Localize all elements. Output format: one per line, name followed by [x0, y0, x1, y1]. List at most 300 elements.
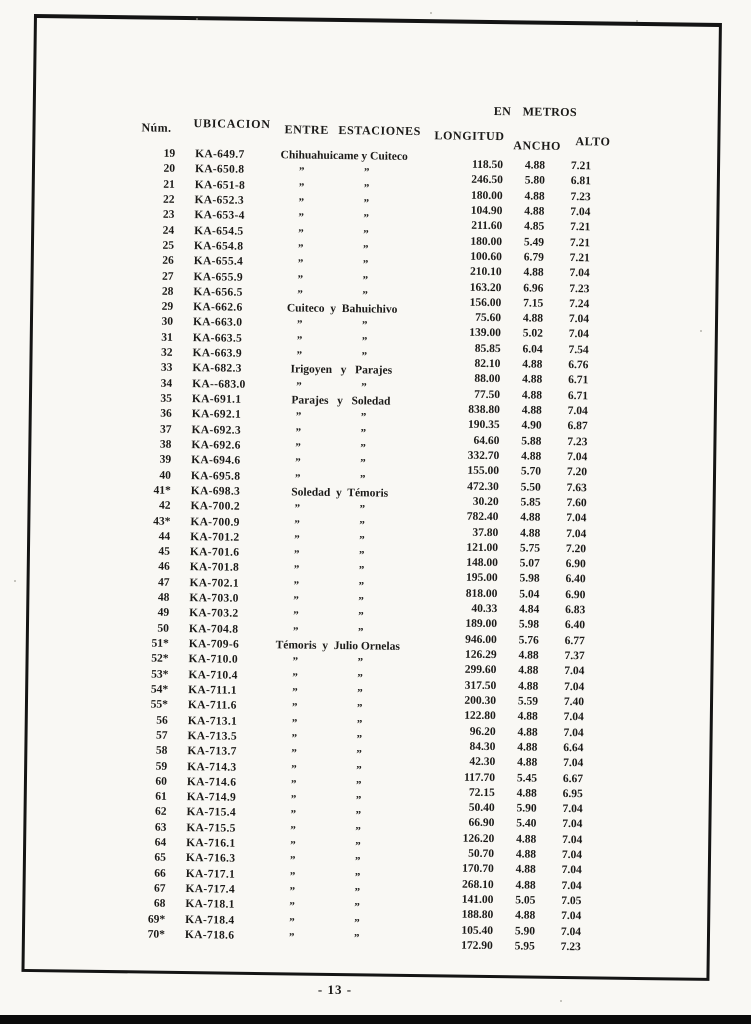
row-ubicacion: KA-691.1	[191, 393, 242, 406]
row-longitud: 246.50	[471, 174, 503, 187]
row-ancho: 4.88	[521, 450, 542, 463]
row-ubicacion: KA-710.4	[188, 668, 238, 682]
row-longitud: 105.40	[461, 924, 494, 937]
row-longitud: 163.20	[469, 281, 502, 294]
row-ancho: 4.90	[521, 419, 542, 432]
row-alto: 7.04	[567, 405, 588, 418]
row-ubicacion: KA-704.8	[188, 622, 239, 636]
row-ancho: 5.49	[523, 235, 545, 249]
row-longitud: 30.20	[472, 495, 499, 508]
row-longitud: 50.40	[468, 801, 495, 815]
row-num: 40	[159, 469, 172, 482]
row-ubicacion: KA-663.5	[192, 331, 243, 345]
row-num: 45	[158, 545, 171, 558]
ditto-mark: ”	[360, 411, 367, 424]
row-alto: 7.04	[563, 726, 584, 739]
row-longitud: 317.50	[464, 679, 497, 692]
row-num: 37	[159, 423, 172, 436]
row-estaciones: Parajes y Soledad	[291, 394, 391, 408]
ditto-mark: ”	[294, 502, 301, 515]
row-alto: 6.71	[568, 374, 589, 387]
row-num: 51*	[151, 637, 169, 650]
row-num: 33	[160, 362, 173, 375]
ditto-mark: ”	[361, 319, 368, 332]
ditto-mark: ”	[361, 335, 368, 348]
row-longitud: 170.70	[462, 863, 494, 876]
ditto-mark: ”	[360, 426, 367, 440]
row-ubicacion: KA-716.1	[186, 837, 236, 850]
row-ancho: 5.95	[514, 940, 535, 953]
row-num: 46	[158, 561, 170, 574]
ditto-mark: ”	[298, 165, 305, 178]
ditto-mark: ”	[358, 595, 364, 608]
ditto-mark: ”	[362, 289, 368, 302]
row-ubicacion: KA-703.2	[189, 607, 239, 621]
row-alto: 7.20	[566, 466, 588, 479]
ditto-mark: ”	[357, 656, 364, 669]
row-num: 50	[157, 622, 170, 635]
row-alto: 6.77	[564, 634, 585, 647]
row-longitud: 195.00	[465, 572, 498, 585]
ditto-mark: ”	[363, 166, 370, 179]
row-ubicacion: KA-718.1	[185, 898, 235, 912]
row-estaciones: Cuiteco y Bahuichivo	[286, 302, 398, 316]
row-ancho: 5.85	[520, 496, 541, 509]
row-num: 64	[154, 836, 167, 849]
row-num: 67	[153, 882, 166, 895]
row-num: 44	[158, 530, 171, 543]
row-alto: 7.04	[563, 757, 584, 770]
row-num: 24	[162, 224, 175, 237]
row-ancho: 4.88	[521, 389, 543, 402]
ditto-mark: ”	[296, 318, 303, 331]
row-longitud: 126.29	[464, 648, 497, 662]
header-ancho: ANCHO	[513, 138, 562, 153]
row-ancho: 5.04	[519, 588, 540, 601]
ditto-mark: ”	[363, 181, 370, 195]
row-num: 63	[154, 821, 167, 834]
ditto-mark: ”	[363, 197, 370, 210]
ditto-mark: ”	[359, 472, 366, 485]
row-ubicacion: KA-717.1	[185, 867, 236, 881]
ditto-mark: ”	[358, 580, 365, 593]
ditto-mark: ”	[292, 686, 298, 699]
row-longitud: 121.00	[466, 541, 499, 554]
row-ubicacion: KA-653-4	[194, 209, 245, 223]
row-ancho: 4.88	[522, 358, 543, 371]
row-num: 57	[155, 729, 168, 742]
row-longitud: 37.80	[472, 526, 499, 539]
ditto-mark: ”	[291, 716, 298, 730]
row-ancho: 4.88	[522, 373, 543, 387]
row-ancho: 6.96	[523, 281, 544, 295]
scan-speck	[636, 20, 638, 22]
row-ancho: 4.88	[517, 725, 538, 739]
row-longitud: 84.30	[469, 740, 496, 753]
ditto-mark: ”	[355, 779, 362, 792]
row-ubicacion: KA-655.4	[193, 255, 244, 268]
ditto-mark: ”	[361, 381, 367, 394]
row-num: 48	[157, 591, 170, 604]
row-alto: 7.04	[561, 879, 582, 892]
row-ancho: 5.70	[520, 465, 542, 478]
ditto-mark: ”	[361, 350, 368, 363]
ditto-mark: ”	[289, 885, 296, 898]
ditto-mark: ”	[298, 227, 304, 240]
ditto-mark: ”	[292, 655, 299, 668]
row-num: 59	[155, 760, 168, 773]
row-num: 58	[155, 744, 168, 757]
row-ancho: 4.88	[516, 833, 537, 846]
row-longitud: 299.60	[464, 664, 497, 677]
row-num: 19	[163, 147, 176, 160]
row-num: 55*	[150, 698, 169, 712]
row-num: 26	[162, 254, 174, 268]
row-longitud: 838.80	[468, 403, 500, 417]
ditto-mark: ”	[295, 426, 302, 439]
row-longitud: 75.60	[475, 311, 502, 325]
ditto-mark: ”	[291, 762, 297, 776]
row-ancho: 5.05	[515, 894, 536, 907]
row-longitud: 180.00	[470, 189, 503, 202]
row-num: 41*	[153, 484, 171, 497]
row-num: 69*	[147, 913, 166, 926]
row-ubicacion: KA-718.6	[184, 928, 235, 942]
row-ubicacion: KA-701.2	[190, 530, 240, 544]
row-alto: 7.54	[568, 343, 589, 357]
row-alto: 7.63	[566, 481, 587, 494]
ditto-mark: ”	[356, 702, 363, 715]
ditto-mark: ”	[362, 243, 369, 256]
ditto-mark: ”	[290, 778, 297, 791]
row-alto: 6.81	[570, 175, 591, 188]
row-ubicacion: KA-715.5	[186, 821, 236, 835]
row-alto: 7.60	[566, 496, 587, 510]
ditto-mark: ”	[290, 824, 296, 837]
ditto-mark: ”	[356, 748, 362, 761]
ditto-mark: ”	[359, 518, 365, 531]
row-alto: 7.04	[563, 711, 584, 724]
row-alto: 7.04	[569, 267, 590, 280]
row-ancho: 4.88	[524, 205, 545, 218]
scan-speck	[14, 580, 16, 582]
row-ancho: 4.88	[523, 266, 544, 279]
row-num: 29	[161, 300, 174, 313]
row-num: 42	[158, 499, 171, 513]
row-ancho: 5.50	[520, 480, 541, 494]
ditto-mark: ”	[291, 747, 297, 760]
row-alto: 7.23	[560, 940, 581, 954]
row-longitud: 139.00	[469, 327, 501, 340]
row-ubicacion: KA-692.6	[191, 439, 241, 452]
row-estaciones: Irigoyen y Parajes	[290, 363, 393, 378]
row-alto: 7.04	[568, 328, 589, 341]
ditto-mark: ”	[289, 916, 295, 929]
row-ancho: 4.88	[520, 511, 541, 524]
row-longitud: 210.10	[469, 265, 502, 279]
row-longitud: 42.30	[469, 755, 496, 769]
row-ancho: 7.15	[523, 297, 544, 310]
ditto-mark: ”	[296, 380, 302, 393]
row-num: 70*	[147, 928, 166, 941]
row-ubicacion: KA-713.7	[187, 745, 237, 758]
row-num: 66	[154, 867, 166, 880]
row-ubicacion: KA-662.6	[193, 301, 243, 314]
row-num: 27	[162, 270, 174, 283]
row-alto: 6.40	[565, 573, 586, 586]
row-longitud: 72.15	[468, 786, 495, 799]
row-alto: 7.04	[570, 205, 591, 219]
row-ubicacion: KA-714.6	[186, 775, 237, 789]
ditto-mark: ”	[297, 257, 304, 270]
row-longitud: 156.00	[469, 296, 502, 309]
ditto-mark: ”	[297, 242, 304, 255]
ditto-mark: ”	[298, 181, 305, 194]
row-alto: 6.90	[565, 588, 586, 602]
row-num: 43*	[153, 515, 171, 528]
row-ubicacion: KA-692.1	[191, 408, 242, 422]
row-ancho: 4.88	[517, 710, 538, 723]
row-alto: 7.05	[561, 894, 582, 908]
ditto-mark: ”	[294, 533, 300, 546]
row-longitud: 189.00	[465, 618, 498, 631]
row-num: 65	[154, 852, 167, 865]
row-alto: 7.21	[569, 251, 590, 265]
ditto-mark: ”	[359, 534, 365, 547]
page-border-frame	[21, 14, 721, 981]
ditto-mark: ”	[297, 272, 304, 286]
row-longitud: 141.00	[461, 893, 494, 907]
row-longitud: 180.00	[470, 235, 503, 248]
row-ubicacion: KA-656.5	[193, 285, 243, 299]
ditto-mark: ”	[355, 794, 362, 807]
row-num: 35	[160, 392, 173, 405]
row-alto: 7.23	[570, 190, 591, 203]
ditto-mark: ”	[355, 809, 362, 822]
row-longitud: 200.30	[464, 694, 497, 708]
ditto-mark: ”	[355, 840, 361, 853]
row-longitud: 117.70	[463, 771, 496, 784]
row-ubicacion: KA-701.8	[189, 561, 240, 575]
row-ancho: 5.75	[519, 542, 541, 555]
row-num: 20	[163, 163, 176, 176]
row-num: 30	[161, 316, 174, 329]
row-ancho: 4.88	[517, 741, 538, 754]
ditto-mark: ”	[290, 793, 297, 806]
row-ancho: 4.85	[524, 220, 545, 233]
row-ubicacion: KA-692.3	[191, 423, 242, 437]
ditto-mark: ”	[295, 456, 301, 469]
ditto-mark: ”	[363, 212, 369, 225]
ditto-mark: ”	[290, 839, 296, 852]
row-alto: 7.04	[561, 864, 582, 877]
row-ancho: 5.59	[517, 695, 539, 708]
ditto-mark: ”	[294, 517, 300, 531]
row-longitud: 50.70	[468, 847, 495, 861]
row-longitud: 172.90	[461, 939, 493, 953]
row-ancho: 4.88	[515, 848, 537, 861]
row-ancho: 5.90	[514, 924, 536, 938]
row-longitud: 66.90	[468, 817, 495, 830]
row-num: 36	[160, 408, 172, 421]
row-alto: 7.04	[562, 803, 583, 816]
row-num: 34	[160, 377, 173, 390]
ditto-mark: ”	[295, 441, 301, 454]
row-ubicacion: KA-654.8	[193, 239, 244, 253]
row-ubicacion: KA-663.0	[192, 316, 243, 330]
row-ancho: 4.88	[515, 863, 536, 877]
ditto-mark: ”	[360, 442, 366, 455]
row-ancho: 5.98	[519, 572, 540, 586]
row-alto: 6.64	[563, 741, 584, 755]
scan-edge-bar	[0, 1015, 751, 1024]
row-ubicacion: KA-695.8	[190, 469, 241, 483]
row-num: 53*	[151, 668, 169, 681]
row-num: 38	[159, 438, 172, 451]
row-alto: 7.20	[565, 542, 587, 556]
row-longitud: 472.30	[467, 480, 499, 493]
ditto-mark: ”	[293, 563, 300, 576]
ditto-mark: ”	[354, 870, 361, 884]
row-num: 62	[154, 806, 167, 819]
row-ancho: 6.04	[522, 343, 543, 356]
ditto-mark: ”	[296, 334, 303, 347]
row-longitud: 104.90	[470, 204, 503, 218]
row-longitud: 818.00	[465, 587, 498, 600]
row-longitud: 40.33	[471, 602, 498, 616]
row-longitud: 96.20	[469, 725, 496, 738]
row-longitud: 77.50	[474, 388, 501, 401]
row-ancho: 4.88	[520, 526, 541, 540]
row-alto: 7.04	[561, 910, 582, 923]
row-ancho: 5.02	[522, 327, 543, 341]
row-alto: 7.04	[566, 512, 587, 525]
ditto-mark: ”	[354, 855, 361, 868]
ditto-mark: ”	[359, 503, 366, 516]
row-num: 22	[163, 193, 175, 206]
row-longitud: 148.00	[466, 556, 498, 570]
row-ubicacion: KA-654.5	[194, 224, 244, 238]
ditto-mark: ”	[358, 610, 364, 623]
row-alto: 6.87	[567, 420, 588, 433]
ditto-mark: ”	[293, 609, 299, 622]
row-ubicacion: KA-694.6	[191, 454, 241, 467]
ditto-mark: ”	[357, 625, 364, 639]
row-ubicacion: KA--683.0	[192, 377, 246, 391]
row-num: 39	[159, 453, 172, 467]
row-ancho: 5.76	[518, 634, 539, 647]
row-ubicacion: KA-709-6	[188, 638, 240, 651]
row-num: 60	[155, 775, 168, 788]
row-ubicacion: KA-700.9	[190, 515, 240, 529]
row-ancho: 4.88	[518, 680, 539, 693]
scan-speck	[560, 1000, 562, 1002]
row-ancho: 4.88	[524, 159, 546, 172]
ditto-mark: ”	[292, 671, 298, 684]
row-longitud: 332.70	[467, 449, 500, 463]
row-num: 61	[155, 790, 167, 803]
row-alto: 7.24	[569, 297, 590, 311]
row-alto: 7.04	[567, 450, 588, 464]
row-alto: 7.23	[567, 435, 588, 448]
row-ubicacion: KA-718.4	[185, 913, 235, 927]
ditto-mark: ”	[295, 410, 302, 423]
ditto-mark: ”	[354, 901, 360, 914]
row-alto: 7.04	[566, 527, 587, 540]
row-alto: 7.04	[564, 680, 585, 693]
row-longitud: 122.80	[464, 709, 496, 723]
row-ubicacion: KA-710.0	[188, 653, 238, 667]
row-ancho: 4.88	[524, 190, 545, 203]
ditto-mark: ”	[354, 886, 361, 899]
row-ubicacion: KA-714.3	[187, 760, 237, 774]
row-longitud: 85.85	[474, 342, 501, 355]
row-longitud: 126.20	[462, 832, 495, 845]
ditto-mark: ”	[354, 916, 360, 929]
row-alto: 7.21	[570, 160, 592, 173]
row-alto: 7.04	[561, 849, 583, 862]
scan-speck	[430, 12, 432, 14]
row-ubicacion: KA-652.3	[194, 194, 245, 207]
row-alto: 7.04	[562, 818, 583, 831]
row-num: 21	[163, 178, 175, 191]
ditto-mark: ”	[290, 808, 297, 821]
ditto-mark: ”	[362, 258, 369, 271]
row-alto: 6.71	[567, 389, 589, 402]
ditto-mark: ”	[360, 457, 366, 470]
row-alto: 7.23	[569, 282, 590, 295]
ditto-mark: ”	[353, 932, 360, 945]
row-num: 68	[153, 897, 166, 911]
row-ubicacion: KA-713.5	[187, 729, 237, 743]
ditto-mark: ”	[289, 854, 296, 867]
row-alto: 6.40	[564, 619, 586, 632]
row-alto: 6.76	[568, 359, 589, 372]
row-ancho: 4.84	[519, 603, 540, 616]
row-ancho: 4.88	[521, 404, 542, 417]
row-ancho: 5.45	[516, 771, 538, 785]
row-alto: 7.21	[569, 236, 591, 249]
row-alto: 7.21	[570, 221, 591, 234]
row-longitud: 155.00	[467, 464, 500, 478]
row-longitud: 190.35	[467, 419, 500, 432]
row-estaciones: Chihuahuicame y Cuiteco	[280, 149, 408, 163]
row-estaciones: Témoris y Julio Ornelas	[275, 639, 400, 653]
scan-speck	[196, 18, 198, 20]
header-ubicacion: UBICACION	[193, 116, 271, 132]
row-longitud: 100.60	[470, 250, 502, 264]
row-ancho: 5.07	[519, 557, 540, 570]
row-ubicacion: KA-663.9	[192, 347, 243, 360]
row-longitud: 118.50	[471, 158, 504, 172]
row-ubicacion: KA-711.6	[187, 699, 237, 712]
row-longitud: 946.00	[465, 633, 497, 646]
row-num: 23	[162, 208, 175, 222]
row-ancho: 4.88	[517, 756, 538, 769]
ditto-mark: ”	[298, 196, 305, 209]
row-num: 56	[156, 714, 168, 727]
ditto-mark: ”	[356, 717, 363, 730]
row-longitud: 88.00	[474, 373, 501, 386]
row-ancho: 4.88	[516, 787, 537, 800]
ditto-mark: ”	[291, 701, 298, 714]
row-num: 49	[157, 607, 170, 620]
row-alto: 7.04	[564, 665, 585, 678]
ditto-mark: ”	[357, 687, 363, 700]
row-estaciones: Soledad y Témoris	[291, 486, 389, 500]
ditto-mark: ”	[358, 549, 365, 562]
ditto-mark: ”	[288, 931, 295, 944]
